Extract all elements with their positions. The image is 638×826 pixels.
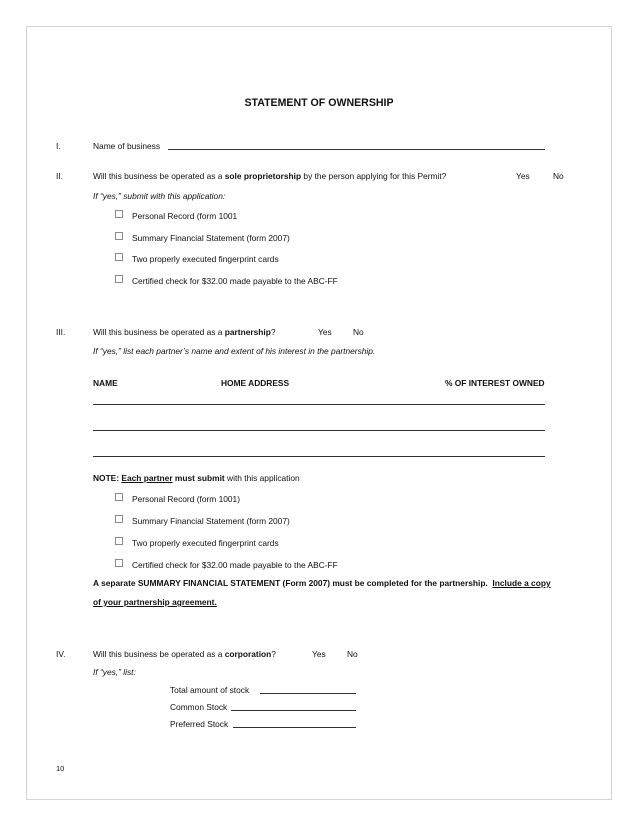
checkbox-fingerprint-cards[interactable] [115, 253, 123, 261]
question-text: Will this business be operated as a [93, 649, 225, 659]
common-stock-field[interactable] [231, 710, 356, 711]
section-2-numeral: II. [56, 171, 63, 181]
checkbox-certified-check[interactable] [115, 559, 123, 567]
section-3-numeral: III. [56, 327, 66, 337]
section-4-numeral: IV. [56, 649, 66, 659]
summary-copy-text: Include a copy [492, 578, 551, 588]
total-stock-field[interactable] [260, 693, 356, 694]
business-name-label: Name of business [93, 141, 161, 151]
note-must-submit: must submit [174, 473, 225, 483]
question-emphasis: corporation [224, 649, 272, 659]
partnership-yes[interactable]: Yes [318, 327, 332, 337]
checklist-item: Summary Financial Statement (form 2007) [132, 233, 290, 243]
checkbox-summary-financial[interactable] [115, 515, 123, 523]
summary-text: A separate SUMMARY FINANCIAL STATEMENT (Form 2007) must be completed for the partnership. [93, 578, 488, 588]
corporation-instruction: If “yes,” list: [93, 667, 136, 677]
question-text-end: ? [271, 649, 276, 659]
partnership-question [93, 327, 276, 337]
column-header-name: NAME [93, 378, 118, 388]
business-name-field[interactable] [168, 149, 545, 150]
common-stock-label: Common Stock [170, 702, 228, 712]
partnership-agreement-requirement: of your partnership agreement. [93, 597, 217, 607]
note-rest: with this application [224, 473, 300, 483]
question-emphasis: sole proprietorship [224, 171, 302, 181]
sole-proprietorship-no[interactable]: No [553, 171, 564, 181]
partner-entry-line[interactable] [93, 430, 545, 431]
section-1-numeral: I. [56, 141, 61, 151]
checkbox-certified-check[interactable] [115, 275, 123, 283]
checklist-item: Two properly executed fingerprint cards [132, 254, 279, 264]
question-text: Will this business be operated as a [93, 327, 225, 337]
question-text-end: by the person applying for this Permit? [301, 171, 447, 181]
summary-statement-requirement [93, 578, 551, 588]
corporation-yes[interactable]: Yes [312, 649, 326, 659]
corporation-question [93, 649, 276, 659]
column-header-address: HOME ADDRESS [221, 378, 290, 388]
corporation-no[interactable]: No [347, 649, 358, 659]
note-each-partner: Each partner [121, 473, 173, 483]
question-text: Will this business be operated as a [93, 171, 225, 181]
partner-entry-line[interactable] [93, 456, 545, 457]
partnership-instruction: If “yes,” list each partner’s name and extent of his interest in the partnership. [93, 346, 376, 356]
checkbox-personal-record[interactable] [115, 493, 123, 501]
checklist-item: Certified check for $32.00 made payable to the ABC-FF [132, 276, 338, 286]
partner-entry-line[interactable] [93, 404, 545, 405]
question-emphasis: partnership [224, 327, 271, 337]
preferred-stock-label: Preferred Stock [170, 719, 229, 729]
checkbox-personal-record[interactable] [115, 210, 123, 218]
page-title: STATEMENT OF OWNERSHIP [244, 97, 394, 109]
checklist-item: Personal Record (form 1001 [132, 211, 238, 221]
partnership-note [93, 473, 300, 483]
sole-proprietorship-yes[interactable]: Yes [516, 171, 530, 181]
question-text-end: ? [270, 327, 276, 337]
sole-proprietorship-question [93, 171, 446, 181]
checklist-item: Certified check for $32.00 made payable to the ABC-FF [132, 560, 338, 570]
note-label: NOTE: [93, 473, 120, 483]
checkbox-summary-financial[interactable] [115, 232, 123, 240]
column-header-interest: % OF INTEREST OWNED [445, 378, 545, 388]
preferred-stock-field[interactable] [233, 727, 356, 728]
checklist-item: Summary Financial Statement (form 2007) [132, 516, 290, 526]
total-stock-label: Total amount of stock [170, 685, 250, 695]
checklist-item: Two properly executed fingerprint cards [132, 538, 279, 548]
checkbox-fingerprint-cards[interactable] [115, 537, 123, 545]
sole-proprietorship-instruction: If “yes,” submit with this application: [93, 191, 226, 201]
partnership-no[interactable]: No [353, 327, 364, 337]
page-number: 10 [56, 764, 65, 773]
checklist-item: Personal Record (form 1001) [132, 494, 240, 504]
